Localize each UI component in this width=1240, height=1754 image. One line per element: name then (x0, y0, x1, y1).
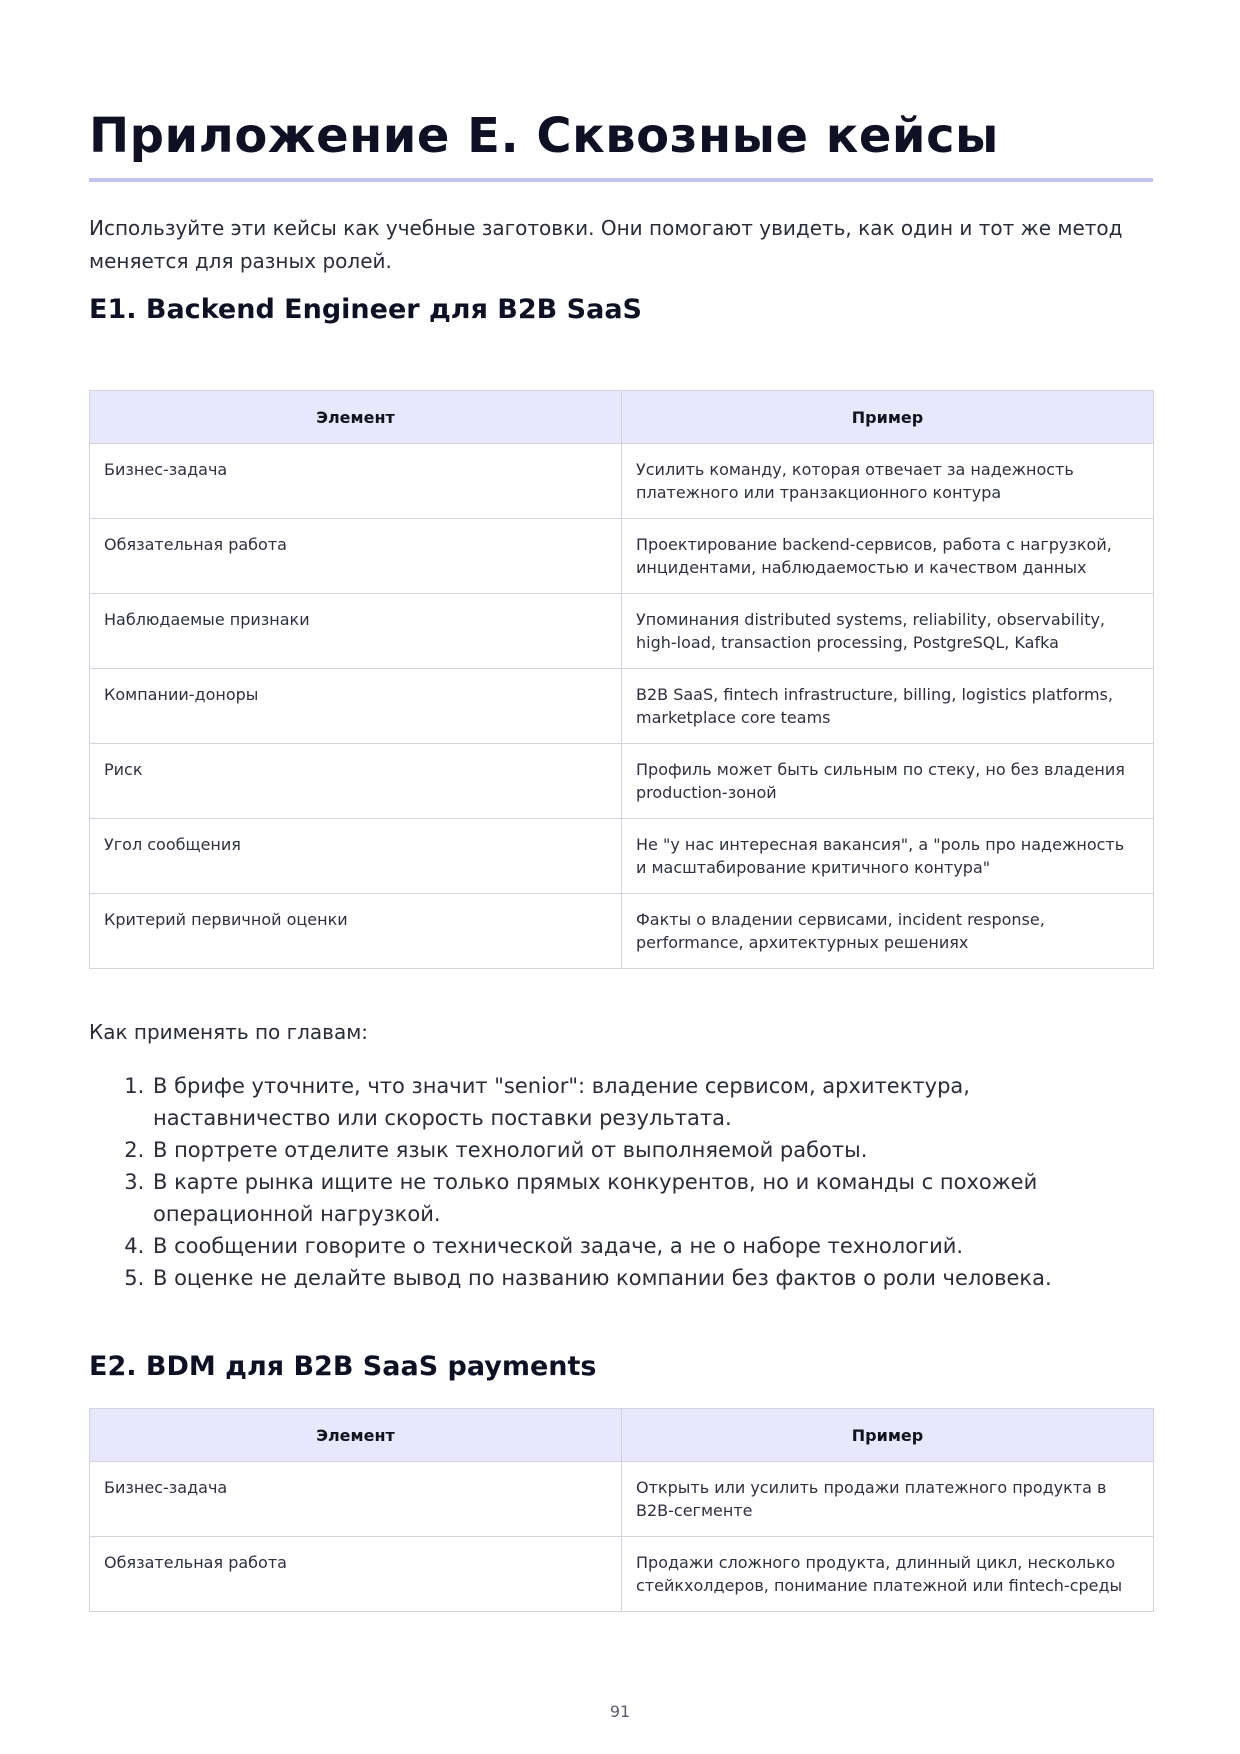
table-row (90, 1537, 1154, 1612)
section-e1-table (89, 390, 1154, 969)
table-row (90, 444, 1154, 519)
row-value: Проектирование backend-сервисов, работа с нагрузкой, инцидентами, наблюдаемостью и качеством данных (622, 519, 1154, 594)
list-item: 1. В брифе уточните, что значит "senior": владение сервисом, архитектура, наставничество или скорость поставки результата. (151, 1070, 1153, 1134)
row-value: Усилить команду, которая отвечает за надежность платежного или транзакционного контура (622, 444, 1154, 519)
page-number: 91 (609, 1702, 631, 1721)
row-value: Упоминания distributed systems, reliability, observability, high-load, transaction processing, PostgreSQL, Kafka (622, 594, 1154, 669)
row-value: B2B SaaS, fintech infrastructure, billing, logistics platforms, marketplace core teams (622, 669, 1154, 744)
row-label: Наблюдаемые признаки (90, 594, 622, 669)
row-value: Открыть или усилить продажи платежного продукта в B2B-сегменте (622, 1462, 1154, 1537)
row-label: Бизнес-задача (90, 444, 622, 519)
row-value: Продажи сложного продукта, длинный цикл, несколько стейкхолдеров, понимание платежной или fintech-среды (622, 1537, 1154, 1612)
list-item: 2. В портрете отделите язык технологий от выполняемой работы. (151, 1134, 1153, 1166)
section-e1-heading: E1. Backend Engineer для B2B SaaS (89, 294, 642, 325)
list-item: 4. В сообщении говорите о технической задаче, а не о наборе технологий. (151, 1230, 1153, 1262)
list-item: 5. В оценке не делайте вывод по названию компании без фактов о роли человека. (151, 1262, 1153, 1294)
table-row (90, 744, 1154, 819)
row-label: Угол сообщения (90, 819, 622, 894)
table-row (90, 894, 1154, 969)
row-label: Бизнес-задача (90, 1462, 622, 1537)
column-header-example: Пример (622, 1409, 1154, 1462)
steps-list (89, 1070, 1153, 1294)
row-label: Компании-доноры (90, 669, 622, 744)
intro-paragraph: Используйте эти кейсы как учебные заготовки. Они помогают увидеть, как один и тот же метод меняется для разных ролей. (89, 216, 1123, 273)
table-row (90, 819, 1154, 894)
table-row (90, 519, 1154, 594)
column-header-example: Пример (622, 391, 1154, 444)
row-value: Факты о владении сервисами, incident response, performance, архитектурных решениях (622, 894, 1154, 969)
row-label: Обязательная работа (90, 1537, 622, 1612)
row-value: Не "у нас интересная вакансия", а "роль про надежность и масштабирование критичного контура" (622, 819, 1154, 894)
table-header-row (90, 1409, 1154, 1462)
title-underline (89, 178, 1153, 182)
column-header-element: Элемент (90, 391, 622, 444)
table-row (90, 1462, 1154, 1537)
section-e2-heading: E2. BDM для B2B SaaS payments (89, 1351, 597, 1382)
table-row (90, 594, 1154, 669)
row-label: Обязательная работа (90, 519, 622, 594)
table-header-row (90, 391, 1154, 444)
section-e2-table (89, 1408, 1154, 1612)
row-value: Профиль может быть сильным по стеку, но без владения production-зоной (622, 744, 1154, 819)
row-label: Критерий первичной оценки (90, 894, 622, 969)
list-item: 3. В карте рынка ищите не только прямых конкурентов, но и команды с похожей операционной нагрузкой. (151, 1166, 1153, 1230)
table-row (90, 669, 1154, 744)
howto-lead: Как применять по главам: (89, 1020, 369, 1044)
column-header-element: Элемент (90, 1409, 622, 1462)
page-title: Приложение Е. Сквозные кейсы (89, 108, 999, 164)
row-label: Риск (90, 744, 622, 819)
